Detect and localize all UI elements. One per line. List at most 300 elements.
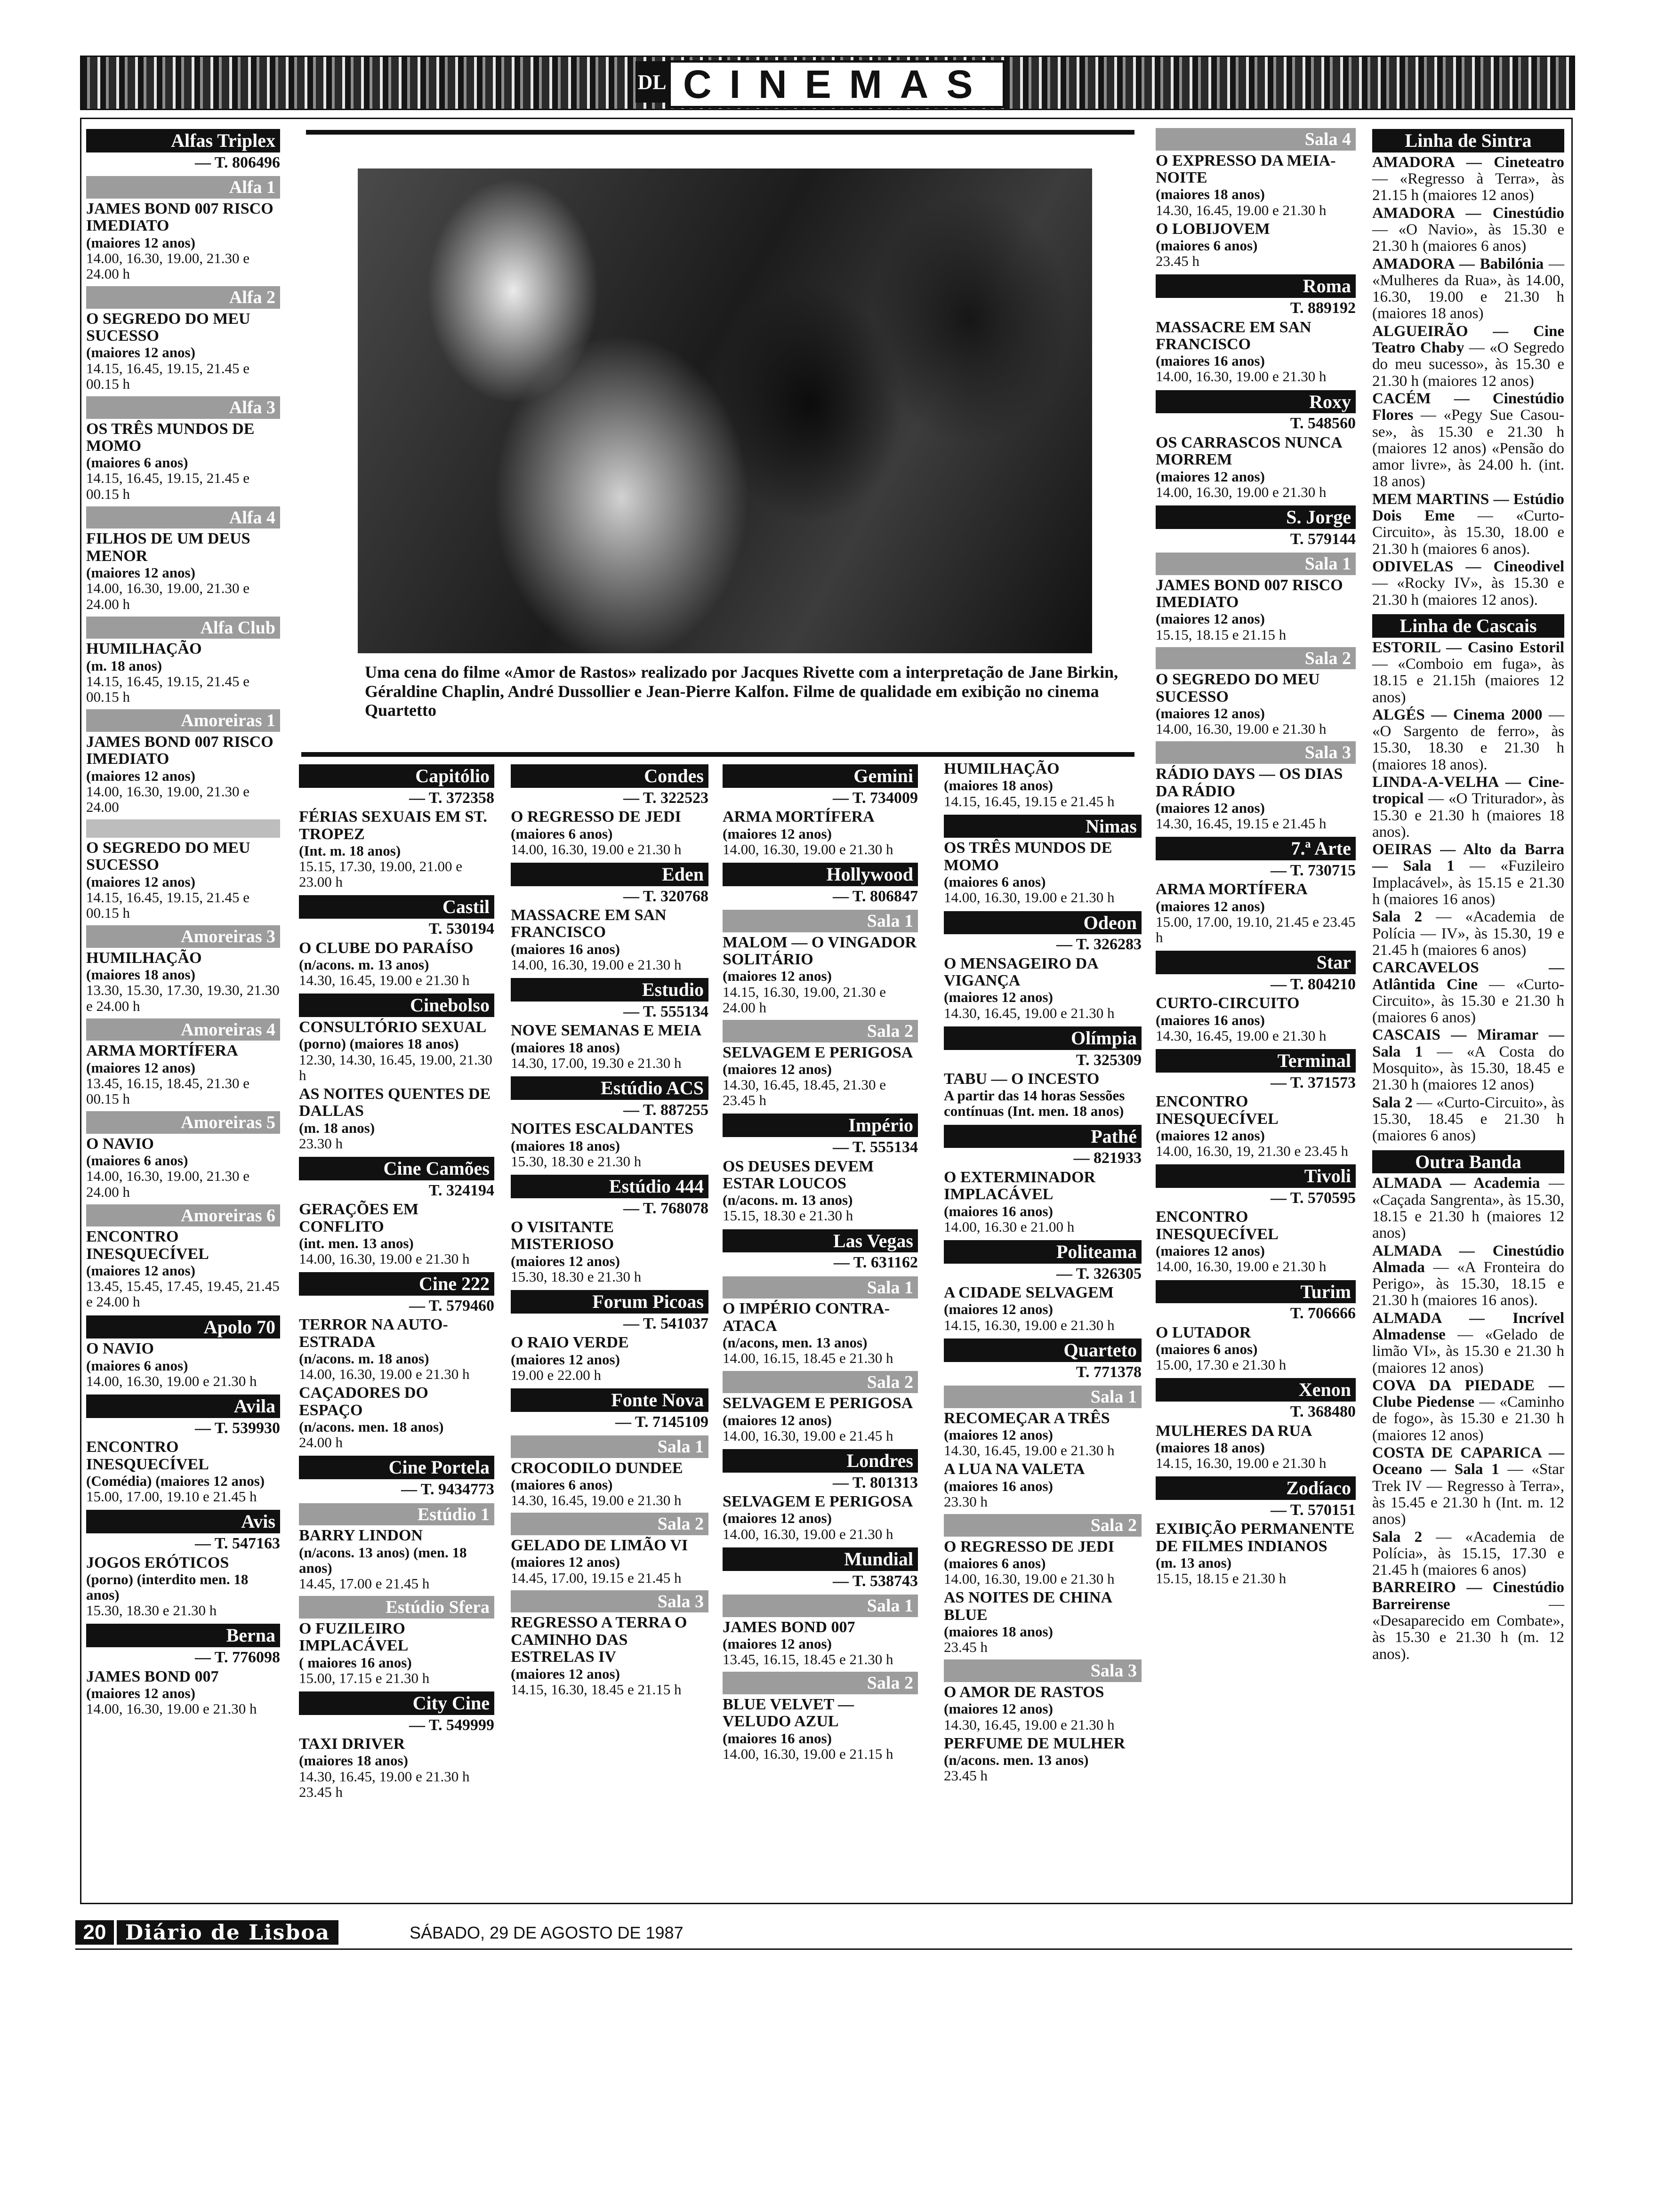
- cinema-name: Avis: [86, 1510, 280, 1533]
- film-listing: [511, 1022, 708, 1071]
- regional-listing: [1372, 256, 1564, 322]
- film-title: O CLUBE DO PARAÍSO: [299, 939, 474, 957]
- film-rating: (maiores 6 anos): [86, 454, 188, 471]
- film-listing: [511, 1219, 708, 1284]
- film-times: 19.00 e 22.00 h: [511, 1366, 602, 1383]
- cinema-name: Nimas: [944, 815, 1142, 838]
- regional-venue: Sala 2: [1372, 1094, 1413, 1111]
- film-title: ENCONTRO INESQUECÍVEL: [86, 1228, 209, 1263]
- regional-listing: [1372, 1579, 1564, 1662]
- film-times: 14.15, 16.30, 19.00 e 21.30 h: [1156, 1455, 1327, 1472]
- screen-name: Sala 3: [944, 1659, 1142, 1682]
- regional-details: — «Curto-Circuito», às 15.30 e 21.30 h (maiores 6 anos): [1372, 976, 1564, 1026]
- screen-name: Sala 1: [944, 1386, 1142, 1408]
- regional-venue: Sala 2: [1372, 1528, 1423, 1546]
- regional-details: — «Academia de Polícia», às 15.15, 17.30 e 21.45 h (maiores 6 anos): [1372, 1528, 1564, 1579]
- section-title: CINEMAS: [668, 60, 1005, 108]
- cinema-name: Estúdio ACS: [511, 1076, 708, 1100]
- screen-name: Sala 2: [1156, 647, 1356, 670]
- film-rating: (maiores 12 anos): [86, 1684, 195, 1701]
- screen-name: Alfa 1: [86, 176, 280, 199]
- film-rating: (n/acons. men. 13 anos): [944, 1752, 1089, 1769]
- film-listing: [511, 907, 708, 972]
- regional-details: — «Academia de Polícia — IV», às 15.30, 19 e 21.45 h (maiores 6 anos): [1372, 908, 1564, 959]
- cinema-phone: — T. 555134: [623, 1002, 708, 1020]
- regional-details: — «Star Trek IV — Regresso à Terra», às 15.45 e 21.30 h (Int. m. 12 anos): [1372, 1461, 1564, 1528]
- cinema-phone: — T. 801313: [832, 1474, 918, 1491]
- cinema-name: Império: [723, 1114, 918, 1137]
- film-title: HUMILHAÇÃO: [944, 760, 1060, 777]
- cinema-name: Quarteto: [944, 1338, 1142, 1362]
- film-times: 14.30, 16.45, 19.00 e 21.30 h: [1156, 201, 1327, 218]
- film-listing: [1156, 995, 1356, 1043]
- film-rating: (maiores 6 anos): [944, 1555, 1046, 1571]
- film-listing: [86, 1042, 280, 1106]
- film-times: 14.15, 16.45, 19.15, 21.45 e 00.15 h: [86, 889, 250, 922]
- film-rating: (maiores 12 anos): [1156, 1242, 1265, 1259]
- film-listing: [299, 1527, 494, 1591]
- film-rating: (n/acons. m. 18 anos): [299, 1350, 429, 1367]
- film-times: 14.00, 16.30, 19.00, 21.30 e 24.00 h: [86, 249, 250, 282]
- cinema-phone: — T. 806496: [194, 153, 280, 171]
- regional-venue: Sala 2: [1372, 908, 1423, 926]
- cinema-name: Turim: [1156, 1280, 1356, 1304]
- cinema-name: Xenon: [1156, 1378, 1356, 1402]
- cinema-name: Zodíaco: [1156, 1476, 1356, 1500]
- film-title: O VISITANTE MISTERIOSO: [511, 1218, 614, 1253]
- film-times: 14.30, 16.45, 19.00 e 21.30 h: [944, 1004, 1115, 1021]
- cinema-phone: — T. 326283: [1056, 936, 1142, 954]
- film-times: 24.00 h: [299, 1434, 343, 1451]
- film-rating: (maiores 18 anos): [944, 777, 1053, 794]
- cinema-name: Forum Picoas: [511, 1290, 708, 1314]
- film-times: 14.00, 16.30, 19.00, 21.30 e 24.00 h: [86, 580, 250, 612]
- film-times: 13.45, 16.15, 18.45 e 21.30 h: [723, 1651, 893, 1668]
- film-rating: (maiores 12 anos): [944, 989, 1053, 1006]
- film-title: BARRY LINDON: [299, 1527, 423, 1545]
- regional-listing: [1372, 707, 1564, 773]
- film-listing: [86, 734, 280, 815]
- film-times: 15.00, 17.15 e 21.30 h: [299, 1669, 430, 1686]
- film-listing: [1156, 766, 1356, 831]
- film-listing: [86, 1555, 280, 1619]
- film-times: 12.30, 14.30, 16.45, 19.00, 21.30 h: [299, 1051, 492, 1083]
- film-listing: [86, 1668, 280, 1717]
- film-listing: [723, 934, 918, 1015]
- regional-venue: CACÉM — Cinestúdio Flores: [1372, 390, 1564, 424]
- screen-name: Sala 3: [511, 1590, 708, 1613]
- film-title: MULHERES DA RUA: [1156, 1422, 1312, 1440]
- film-title: JAMES BOND 007 RISCO IMEDIATO: [1156, 576, 1343, 611]
- film-times: 23.45 h: [944, 1639, 988, 1656]
- film-times: 23.45 h: [944, 1767, 988, 1784]
- film-rating: (maiores 12 anos): [723, 968, 832, 985]
- film-rating: (maiores 16 anos): [944, 1202, 1053, 1219]
- film-times: 14.00, 16.30, 19.00 e 21.30 h: [723, 1525, 893, 1542]
- film-listing: [86, 530, 280, 611]
- screen-name: Alfa 4: [86, 506, 280, 529]
- film-times: 15.30, 18.30 e 21.30 h: [511, 1268, 642, 1285]
- regional-venue: ALGÉS — Cinema 2000: [1372, 706, 1543, 723]
- film-times: 14.15, 16.45, 19.15, 21.45 e 00.15 h: [86, 673, 250, 705]
- film-times: 14.30, 16.45, 19.00 e 21.30 h: [1156, 1027, 1327, 1044]
- cinema-name: Londres: [723, 1449, 918, 1473]
- film-title: AS NOITES DE CHINA BLUE: [944, 1589, 1112, 1624]
- regional-venue: ALMADA — Academia: [1372, 1175, 1540, 1192]
- film-title: ARMA MORTÍFERA: [723, 808, 875, 826]
- film-rating: (n/acons. 13 anos) (men. 18 anos): [299, 1544, 467, 1576]
- film-rating: (maiores 12 anos): [944, 1301, 1053, 1318]
- film-times: 15.15, 18.30 e 21.30 h: [723, 1207, 853, 1224]
- film-rating: (maiores 12 anos): [1156, 705, 1265, 722]
- regional-venue: CARCAVELOS — Atlântida Cine: [1372, 959, 1564, 993]
- film-times: 15.30, 18.30 e 21.30 h: [86, 1602, 217, 1619]
- film-title: O EXTERMINADOR IMPLACÁVEL: [944, 1168, 1096, 1203]
- cinema-phone: — T. 806847: [832, 887, 918, 905]
- regional-venue: OEIRAS — Alto da Barra — Sala 1: [1372, 841, 1564, 875]
- film-listing: [1156, 152, 1356, 218]
- film-rating: (Comédia) (maiores 12 anos): [86, 1473, 265, 1490]
- cinema-phone: — T. 320768: [623, 887, 708, 905]
- film-times: 14.30, 16.45, 19.00 e 21.30 h: [944, 1716, 1115, 1733]
- film-listing: [1156, 1423, 1356, 1471]
- screen-name: Alfa Club: [86, 617, 280, 639]
- film-listing: [944, 955, 1142, 1021]
- film-rating: (maiores 12 anos): [1156, 898, 1265, 914]
- film-rating: (maiores 12 anos): [723, 1060, 832, 1077]
- newspaper-logo-icon: DL: [635, 61, 668, 103]
- film-title: JAMES BOND 007 RISCO IMEDIATO: [86, 733, 273, 768]
- film-listing: [511, 1121, 708, 1169]
- film-rating: (n/acons. m. 13 anos): [299, 956, 429, 973]
- cinema-name: Gemini: [723, 764, 918, 788]
- film-title: EXIBIÇÃO PERMANENTE DE FILMES INDIANOS: [1156, 1520, 1355, 1555]
- film-rating: (maiores 12 anos): [86, 564, 195, 581]
- column-1: [86, 123, 280, 1719]
- film-rating: (maiores 6 anos): [511, 1476, 613, 1493]
- film-times: 14.00, 16.30, 19.00, 21.30 e 24.00: [86, 783, 250, 815]
- cinema-phone: T. 325309: [1076, 1051, 1142, 1069]
- film-rating: (maiores 18 anos): [299, 1752, 408, 1769]
- film-times: 23.30 h: [299, 1135, 343, 1152]
- film-rating: (porno) (interdito men. 18 anos): [86, 1571, 249, 1603]
- film-title: JOGOS ERÓTICOS: [86, 1554, 229, 1571]
- film-times: 23.45 h: [1156, 253, 1199, 270]
- film-times: 14.00, 16.30, 19.00 e 21.30 h: [944, 1571, 1115, 1587]
- film-title: JAMES BOND 007 RISCO IMEDIATO: [86, 200, 273, 235]
- film-title: GELADO DE LIMÃO VI: [511, 1537, 688, 1555]
- film-listing: [944, 1410, 1142, 1459]
- cinema-phone: — T. 326305: [1056, 1265, 1142, 1282]
- film-times: 14.00, 16.30, 19.00 e 21.30 h: [723, 841, 893, 858]
- film-rating: (maiores 12 anos): [86, 1262, 195, 1279]
- page-number: 20: [75, 1920, 114, 1945]
- film-times: 14.15, 16.45, 19.15, 21.45 e 00.15 h: [86, 360, 250, 392]
- regional-details: — «Rocky IV», às 15.30 e 21.30 h (maiores 12 anos).: [1372, 575, 1564, 609]
- cinema-phone: — T. 570151: [1270, 1501, 1356, 1519]
- screen-name: Estúdio Sfera: [299, 1596, 494, 1619]
- screen-name: Amoreiras 3: [86, 925, 280, 948]
- film-rating: (maiores 12 anos): [86, 1059, 195, 1076]
- film-title: SELVAGEM E PERIGOSA: [723, 1395, 913, 1412]
- regional-listing: [1372, 1378, 1564, 1444]
- film-times: 15.15, 18.15 e 21.15 h: [1156, 626, 1287, 643]
- film-times: 14.00, 16.30, 19.00 e 21.30 h: [299, 1250, 470, 1267]
- film-title: O RAIO VERDE: [511, 1334, 629, 1352]
- film-listing: [1156, 881, 1356, 945]
- regional-listing: [1372, 1095, 1564, 1145]
- film-times: 14.00, 16.30, 19.00 e 21.15 h: [723, 1745, 893, 1762]
- cinema-name: Mundial: [723, 1547, 918, 1571]
- region-heading: Linha de Sintra: [1372, 129, 1564, 152]
- film-rating: (m. 18 anos): [299, 1119, 375, 1136]
- cinema-phone: — T. 631162: [833, 1254, 918, 1272]
- screen-name: Sala 1: [511, 1435, 708, 1458]
- film-title: CURTO-CIRCUITO: [1156, 994, 1300, 1012]
- film-times: 14.15, 16.45, 19.15, 21.45 e 00.15 h: [86, 470, 250, 502]
- cinema-phone: — T. 768078: [623, 1199, 708, 1217]
- cinema-phone: — T. 539930: [194, 1419, 280, 1437]
- photo-bottom-rule: [301, 752, 1134, 757]
- film-rating: (n/acons. men. 18 anos): [299, 1419, 444, 1435]
- cinema-phone: — 821933: [1073, 1149, 1142, 1167]
- film-listing: [723, 1395, 918, 1443]
- film-title: SELVAGEM E PERIGOSA: [723, 1493, 913, 1511]
- film-times: 14.00, 16.30, 19, 21.30 e 23.45 h: [1156, 1143, 1349, 1160]
- regional-details: — «Pegy Sue Casou-se», às 15.30 e 21.30 h (maiores 12 anos) «Pensão do amor livre», às 24.00 h. (int. 18 anos): [1372, 407, 1564, 490]
- cinema-phone: T. 706666: [1290, 1305, 1356, 1322]
- screen-name: Amoreiras 6: [86, 1204, 280, 1227]
- film-listing: [944, 1735, 1142, 1784]
- film-times: 14.00, 16.30, 19.00 e 21.30 h: [944, 889, 1115, 906]
- film-title: OS TRÊS MUNDOS DE MOMO: [944, 839, 1112, 874]
- film-times: 14.30, 16.45, 19.00 e 21.30 h 23.45 h: [299, 1768, 470, 1800]
- film-title: CAÇADORES DO ESPAÇO: [299, 1384, 428, 1419]
- cinema-name: Cine Camões: [299, 1157, 494, 1180]
- regional-venue: BARREIRO — Cinestúdio Barreirense: [1372, 1579, 1564, 1613]
- film-listing: [1156, 671, 1356, 737]
- cinema-phone: — T. 730715: [1270, 862, 1356, 879]
- screen-name: Sala 1: [723, 910, 918, 932]
- regional-listing: [1372, 909, 1564, 959]
- screen-name: Sala 2: [511, 1513, 708, 1535]
- regional-details: — «Comboio em fuga», às 18.15 e 21.15h (maiores 12 anos): [1372, 655, 1564, 706]
- film-title: O FUZILEIRO IMPLACÁVEL: [299, 1619, 409, 1655]
- film-rating: (maiores 12 anos): [944, 1426, 1053, 1443]
- film-listing: [86, 1228, 280, 1309]
- cinema-name: S. Jorge: [1156, 505, 1356, 529]
- regional-details: — «Fuzileiro Implacável», às 15.15 e 21.30 h (maiores 16 anos): [1372, 858, 1564, 908]
- film-times: 14.00, 16.30, 19.00 e 21.30 h: [511, 841, 682, 858]
- region-heading: Linha de Cascais: [1372, 614, 1564, 638]
- film-title: RECOMEÇAR A TRÊS: [944, 1409, 1110, 1427]
- film-times: 15.00, 17.00, 19.10 e 21.45 h: [86, 1488, 257, 1505]
- film-title: OS TRÊS MUNDOS DE MOMO: [86, 420, 255, 455]
- film-times: 14.30, 16.45, 18.45, 21.30 e 23.45 h: [723, 1076, 886, 1109]
- film-title: ENCONTRO INESQUECÍVEL: [86, 1438, 209, 1473]
- film-title: TAXI DRIVER: [299, 1735, 405, 1753]
- cinema-name: Capitólio: [299, 764, 494, 788]
- film-rating: (maiores 12 anos): [86, 873, 195, 890]
- screen-name: Amoreiras 1: [86, 709, 280, 732]
- film-title: ENCONTRO INESQUECÍVEL: [1156, 1208, 1279, 1243]
- cinema-name: Cinebolso: [299, 994, 494, 1017]
- cinema-name: Avila: [86, 1395, 280, 1418]
- film-rating: (maiores 12 anos): [1156, 468, 1265, 485]
- film-rating: (maiores 12 anos): [86, 344, 195, 361]
- regional-listing: [1372, 391, 1564, 490]
- regional-details: — «Caminho de fogo», às 15.30 e 21.30 h (maiores 12 anos): [1372, 1394, 1564, 1444]
- film-title: A CIDADE SELVAGEM: [944, 1284, 1114, 1302]
- film-title: A LUA NA VALETA: [944, 1460, 1085, 1478]
- cinema-phone: — T. 887255: [623, 1101, 708, 1119]
- regional-venue: ESTORIL — Casino Estoril: [1372, 639, 1564, 656]
- film-listing: [86, 421, 280, 502]
- film-times: 14.00, 16.30 e 21.00 h: [944, 1218, 1075, 1235]
- column-3: [511, 759, 708, 1700]
- cinema-name: City Cine: [299, 1691, 494, 1715]
- film-listing: [944, 1539, 1142, 1587]
- film-rating: (maiores 12 anos): [511, 1252, 620, 1269]
- regional-listing: [1372, 154, 1564, 204]
- regional-listing: [1372, 1175, 1564, 1242]
- film-title: O SEGREDO DO MEU SUCESSO: [86, 310, 250, 345]
- film-rating: (maiores 16 anos): [511, 940, 620, 957]
- film-rating: (maiores 16 anos): [1156, 353, 1265, 369]
- film-listing: [944, 840, 1142, 905]
- cinema-phone: — T. 804210: [1270, 976, 1356, 994]
- film-listing: [299, 1201, 494, 1266]
- film-title: O LUTADOR: [1156, 1323, 1251, 1341]
- regional-listing: [1372, 842, 1564, 908]
- film-listing: [944, 1461, 1142, 1509]
- cinema-name: Star: [1156, 951, 1356, 974]
- film-title: CONSULTÓRIO SEXUAL: [299, 1018, 487, 1036]
- film-listing: [299, 1620, 494, 1686]
- regional-listing: [1372, 559, 1564, 609]
- regional-listing: [1372, 1243, 1564, 1309]
- film-title: MASSACRE EM SAN FRANCISCO: [1156, 318, 1311, 353]
- film-title: NOITES ESCALDANTES: [511, 1120, 694, 1138]
- column-6: [1156, 123, 1356, 1589]
- film-times: 14.15, 16.30, 19.00 e 21.30 h: [944, 1316, 1115, 1333]
- film-rating: (m. 13 anos): [1156, 1555, 1232, 1571]
- film-listing: [86, 840, 280, 921]
- screen-name: Estúdio 1: [299, 1503, 494, 1526]
- film-listing: [944, 1684, 1142, 1732]
- film-rating: (maiores 12 anos): [944, 1700, 1053, 1717]
- film-rating: (maiores 6 anos): [511, 825, 613, 842]
- film-listing: [86, 1439, 280, 1504]
- film-times: 14.00, 16.30, 19.00 e 21.30 h: [1156, 368, 1327, 385]
- film-times: 14.00, 16.30, 19.00 e 21.30 h: [86, 1372, 257, 1389]
- film-listing: [299, 1385, 494, 1450]
- regional-details: — «O Sargento de ferro», às 15.30, 18.30 e 21.30 h (maiores 18 anos).: [1372, 706, 1564, 773]
- cinema-phone: — T. 549999: [409, 1716, 494, 1734]
- regional-venue: AMADORA — Cineteatro: [1372, 153, 1564, 171]
- film-listing: [299, 809, 494, 890]
- film-title: O SEGREDO DO MEU SUCESSO: [86, 839, 250, 874]
- regional-venue: MEM MARTINS — Estúdio Dois Eme: [1372, 490, 1564, 525]
- film-listing: [1156, 1324, 1356, 1373]
- film-listing: [944, 1071, 1142, 1119]
- film-listing: [723, 1044, 918, 1108]
- cinema-phone: T. 368480: [1290, 1403, 1356, 1421]
- cinema-phone: — T. 371573: [1270, 1074, 1356, 1091]
- film-times: 14.30, 16.45, 19.00 e 21.30 h: [944, 1442, 1115, 1459]
- regional-details: — «A Fronteira do Perigo», às 15.30, 18.15 e 21.30 h (maiores 16 anos).: [1372, 1258, 1564, 1309]
- film-times: 15.15, 18.15 e 21.30 h: [1156, 1570, 1287, 1587]
- film-title: O SEGREDO DO MEU SUCESSO: [1156, 671, 1320, 705]
- cinema-phone: — T. 322523: [623, 789, 708, 807]
- regional-venue: AMADORA — Cinestúdio: [1372, 204, 1564, 222]
- regional-listing: [1372, 640, 1564, 706]
- regional-listing: [1372, 774, 1564, 841]
- film-title: O NAVIO: [86, 1340, 154, 1358]
- regional-venue: ALMADA — Incrível Almadense: [1372, 1309, 1564, 1343]
- film-title: NOVE SEMANAS E MEIA: [511, 1022, 702, 1040]
- column-5: [944, 759, 1142, 1786]
- cinema-name: Cine Portela: [299, 1456, 494, 1479]
- cinema-phone: — T. 555134: [832, 1138, 918, 1156]
- cinema-name: Roxy: [1156, 390, 1356, 414]
- film-title: GERAÇÕES EM CONFLITO: [299, 1201, 419, 1235]
- film-rating: (maiores 16 anos): [944, 1477, 1053, 1494]
- film-listing: [944, 1589, 1142, 1655]
- regional-listing: [1372, 1529, 1564, 1579]
- film-times: 15.00, 17.30 e 21.30 h: [1156, 1356, 1287, 1373]
- cinema-name: Tivoli: [1156, 1164, 1356, 1188]
- film-times: 14.00, 16.15, 18.45 e 21.30 h: [723, 1350, 893, 1367]
- film-rating: (Int. m. 18 anos): [299, 842, 401, 859]
- cinema-name: Odeon: [944, 911, 1142, 935]
- film-rating: (maiores 12 anos): [723, 1510, 832, 1527]
- film-title: MASSACRE EM SAN FRANCISCO: [511, 906, 667, 941]
- cinema-name: Las Vegas: [723, 1229, 918, 1253]
- film-title: PERFUME DE MULHER: [944, 1734, 1126, 1752]
- cinema-name: Berna: [86, 1624, 280, 1647]
- film-listing: [299, 1086, 494, 1151]
- film-rating: (maiores 18 anos): [86, 966, 195, 983]
- regional-details: — «A Costa do Mosquito», às 15.30, 18.45 e 21.30 h (maiores 12 anos): [1372, 1043, 1564, 1094]
- film-title: TABU — O INCESTO: [944, 1070, 1100, 1088]
- regional-details: — «Regresso à Terra», às 21.15 h (maiores 12 anos): [1372, 170, 1564, 204]
- film-times: 13.30, 15.30, 17.30, 19.30, 21.30 e 24.00 h: [86, 982, 280, 1014]
- regional-details: — «Curto-Circuito», às 15.30, 18.45 e 21.30 h (maiores 6 anos): [1372, 1094, 1564, 1145]
- film-title: TERROR NA AUTO-ESTRADA: [299, 1316, 448, 1351]
- regional-details: — «Curto-Circuito», às 15.30, 18.00 e 21.30 h (maiores 6 anos).: [1372, 507, 1564, 558]
- film-listing: [299, 1019, 494, 1083]
- cinema-name: Apolo 70: [86, 1315, 280, 1339]
- screen-name: Alfa 3: [86, 396, 280, 419]
- regional-venue: COVA DA PIEDADE — Clube Piedense: [1372, 1377, 1564, 1411]
- film-title: JAMES BOND 007: [723, 1618, 855, 1636]
- regional-venue: AMADORA — Babilónia: [1372, 255, 1544, 272]
- film-rating: ( maiores 16 anos): [299, 1654, 412, 1671]
- film-rating: (maiores 12 anos): [1156, 1127, 1265, 1144]
- film-rating: (maiores 18 anos): [511, 1039, 620, 1056]
- film-listing: [86, 200, 280, 281]
- film-rating: (maiores 12 anos): [86, 234, 195, 251]
- film-title: FILHOS DE UM DEUS MENOR: [86, 530, 250, 565]
- screen-name: Sala 1: [723, 1276, 918, 1299]
- regional-listing: [1372, 1310, 1564, 1377]
- photo-top-rule: [306, 130, 1134, 135]
- regional-details: — «Gelado de limão VI», às 15.30 e 21.30 h (maiores 12 anos): [1372, 1326, 1564, 1377]
- film-title: MALOM — O VINGADOR SOLITÁRIO: [723, 933, 917, 969]
- cinema-phone: — T. 734009: [832, 789, 918, 807]
- screen-name: [86, 819, 280, 838]
